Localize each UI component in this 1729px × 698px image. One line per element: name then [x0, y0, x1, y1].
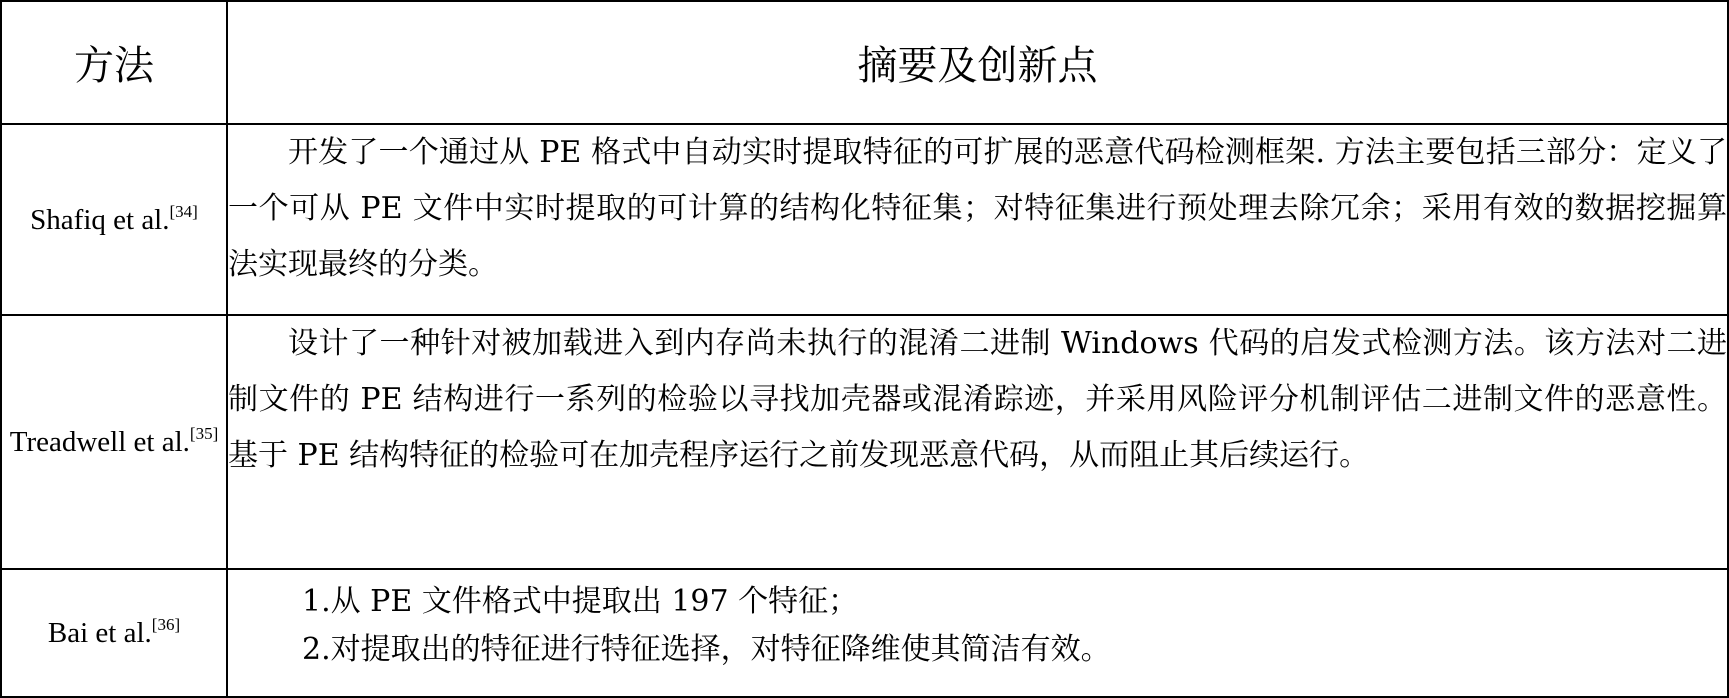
- summary-cell: [227, 569, 1728, 697]
- method-cell: [1, 569, 227, 697]
- method-cell: [1, 124, 227, 315]
- summary-cell: [227, 124, 1728, 315]
- summary-text: 设计了一种针对被加载进入到内存尚未执行的混淆二进制 Windows 代码的启发式检测方法。该方法对二进制文件的 PE 结构进行一系列的检验以寻找加壳器或混淆踪迹，并采用风险评分机制评估二进制文件的恶意性。基于 PE 结构特征的检验可在加壳程序运行之前发现恶意代码，从而阻止其后续运行。: [228, 326, 1727, 473]
- table-row: [1, 315, 1728, 569]
- reference-number: [36]: [151, 615, 181, 634]
- table-row: [1, 569, 1728, 697]
- header-row: [1, 1, 1728, 124]
- method-name: Bai et al.: [47, 617, 152, 649]
- method-name: Treadwell et al.: [9, 426, 190, 458]
- summary-list-item: 1.从 PE 文件格式中提取出 197 个特征；: [302, 584, 859, 619]
- summary-cell: [227, 315, 1728, 569]
- summary-list-item: 2.对提取出的特征进行特征选择，对特征降维使其简洁有效。: [302, 632, 1111, 667]
- summary-text: 开发了一个通过从 PE 格式中自动实时提取特征的可扩展的恶意代码检测框架. 方法主要包括三部分：定义了一个可从 PE 文件中实时提取的可计算的结构化特征集；对特征集进行预处理去除冗余；采用有效的数据挖掘算法实现最终的分类。: [228, 135, 1727, 282]
- method-name: Shafiq et al.: [30, 203, 170, 236]
- method-cell: [1, 315, 227, 569]
- table-row: [1, 124, 1728, 315]
- reference-number: [35]: [189, 424, 219, 443]
- header-summary: 摘要及创新点: [227, 1, 1728, 124]
- header-method: 方法: [1, 1, 227, 124]
- reference-number: [34]: [169, 201, 198, 221]
